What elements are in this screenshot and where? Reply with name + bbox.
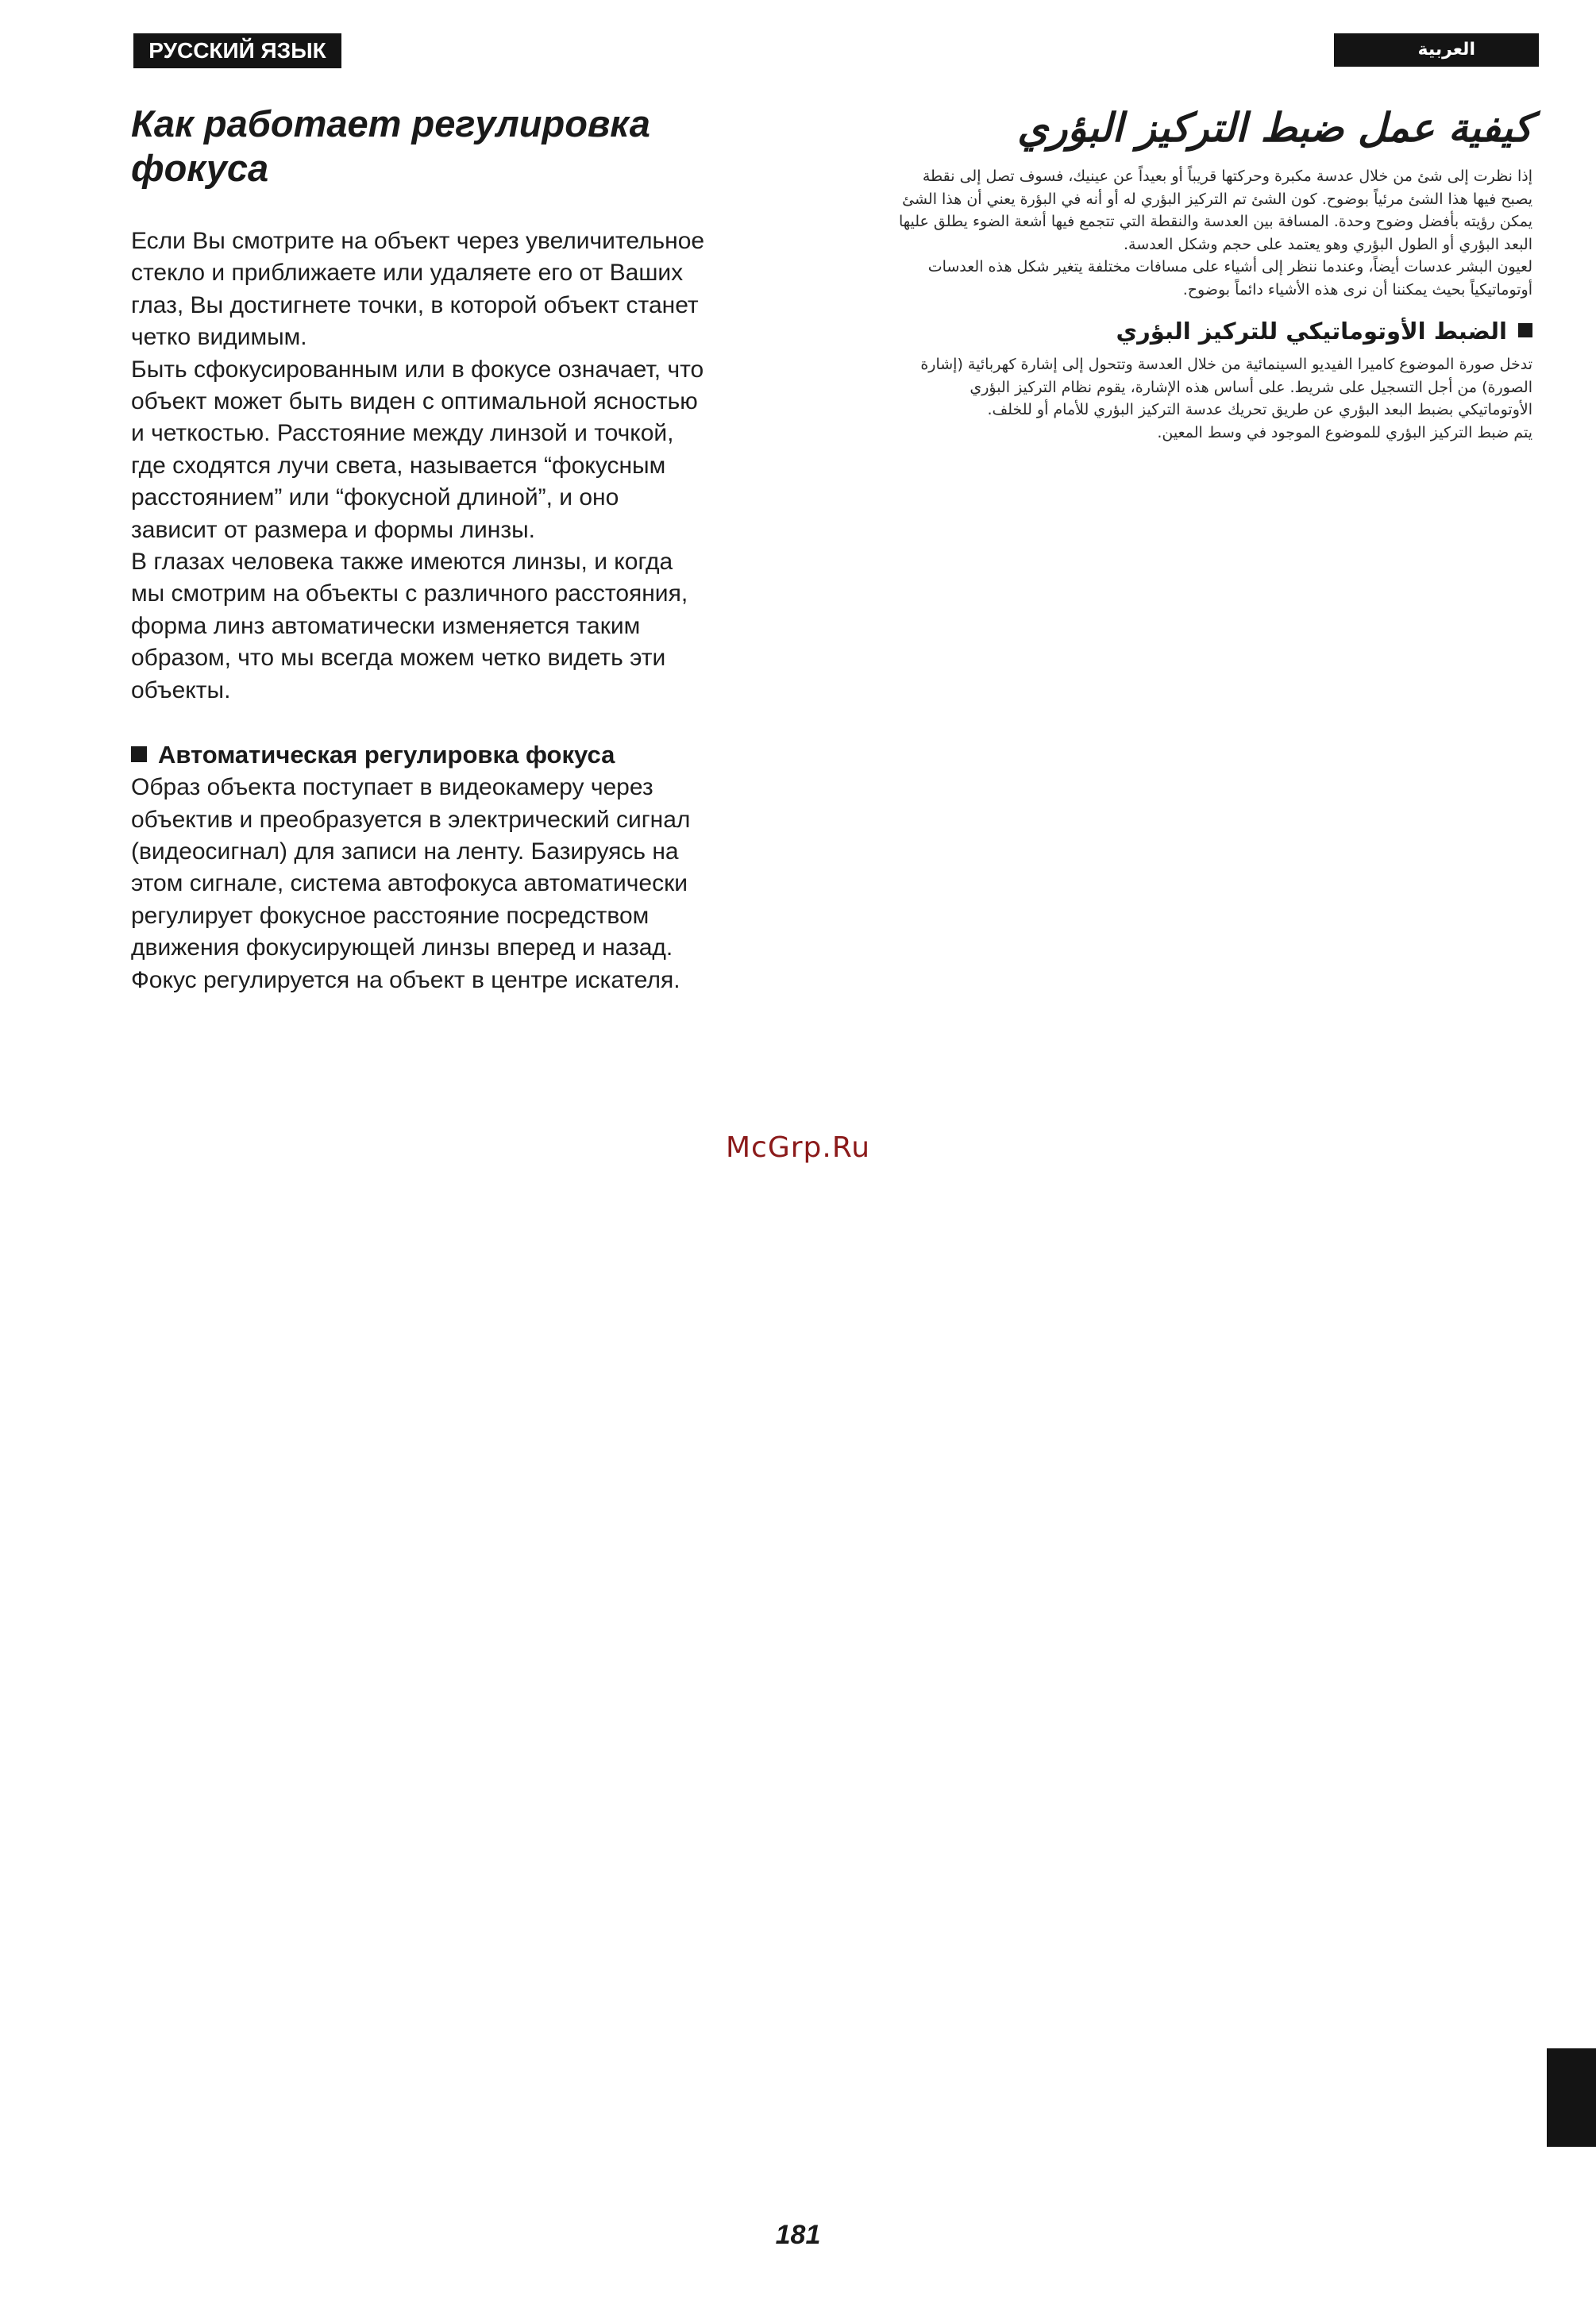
russian-subheading-label: Автоматическая регулировка фокуса xyxy=(158,741,615,769)
arabic-intro-paragraph-1: إذا نظرت إلى شئ من خلال عدسة مكبرة وحركتها قريباً أو بعيداً عن عينيك، فسوف تصل إلى نقطة يصبح فيها هذا الشئ مرئياً بوضوح. كون الشئ تم التركيز البؤري له أو أنه في البؤرة يعني أن هذا الشئ يمكن رؤيته بأفضل وضوح وحدة. المسافة بين العدسة والنقطة التي تتجمع فيها أشعة الضوء يطلق عليها البعد البؤري أو الطول البؤري وهو يعتمد على حجم وشكل العدسة. xyxy=(898,168,1532,253)
arabic-column xyxy=(897,102,1532,444)
russian-column xyxy=(131,102,798,996)
russian-intro-text: Если Вы смотрите на объект через увеличительное стекло и приближаете или удаляете его от Ваших глаз, Вы достигнете точки, в которой объект станет четко видимым. Быть сфокусированным или в фокусе означает, что объект может быть виден с оптимальной ясностью и четкостью. Расстояние между линзой и точкой, где сходятся лучи света, называется “фокусным расстоянием” или “фокусной длиной”, и оно зависит от размера и формы линзы. В глазах человека также имеются линзы, и когда мы смотрим на объекты с различного расстояния, форма линз автоматически изменяется таким образом, что мы всегда можем четко видеть эти объекты. xyxy=(131,228,705,703)
russian-autofocus-text: Образ объекта поступает в видеокамеру через объектив и преобразуется в электрический сигнал (видеосигнал) для записи на ленту. Базируясь на этом сигнале, система автофокуса автоматически регулирует фокусное расстояние посредством движения фокусирующей линзы вперед и назад. Фокус регулируется на объект в центре искателя. xyxy=(131,774,691,993)
arabic-autofocus-paragraph-2: يتم ضبط التركيز البؤري للموضوع الموجود في وسط المعين. xyxy=(1157,423,1532,441)
language-tab-russian: РУССКИЙ ЯЗЫК xyxy=(133,33,341,68)
square-bullet-icon xyxy=(131,746,147,762)
arabic-page-title: كيفية عمل ضبط التركيز البؤري xyxy=(1017,105,1532,151)
page-number: 181 xyxy=(775,2220,821,2250)
arabic-subheading xyxy=(897,314,1532,349)
russian-page-title: Как работает регулировка фокуса xyxy=(131,102,650,189)
square-bullet-icon xyxy=(1518,323,1532,337)
russian-subheading xyxy=(131,738,798,772)
arabic-intro-paragraph-2: لعيون البشر عدسات أيضاً، وعندما ننظر إلى أشياء على مسافات مختلفة يتغير شكل هذه العدسات أوتوماتيكياً بحيث يمكننا أن نرى هذه الأشياء دائماً بوضوح. xyxy=(927,258,1532,299)
watermark-text: McGrp.Ru xyxy=(725,1131,871,1164)
arabic-subheading-label: الضبط الأوتوماتيكي للتركيز البؤري xyxy=(1116,318,1507,345)
language-tab-arabic: العربية xyxy=(1334,33,1539,67)
arabic-autofocus-paragraph-1: تدخل صورة الموضوع كاميرا الفيديو السينمائية من خلال العدسة وتتحول إلى إشارة كهربائية (إشارة الصورة) من أجل التسجيل على شريط. على أساس هذه الإشارة، يقوم نظام التركيز البؤري الأوتوماتيكي بضبط البعد البؤري عن طريق تحريك عدسة التركيز البؤري للأمام أو للخلف. xyxy=(920,356,1532,418)
edge-thumb-tab xyxy=(1547,2048,1596,2147)
